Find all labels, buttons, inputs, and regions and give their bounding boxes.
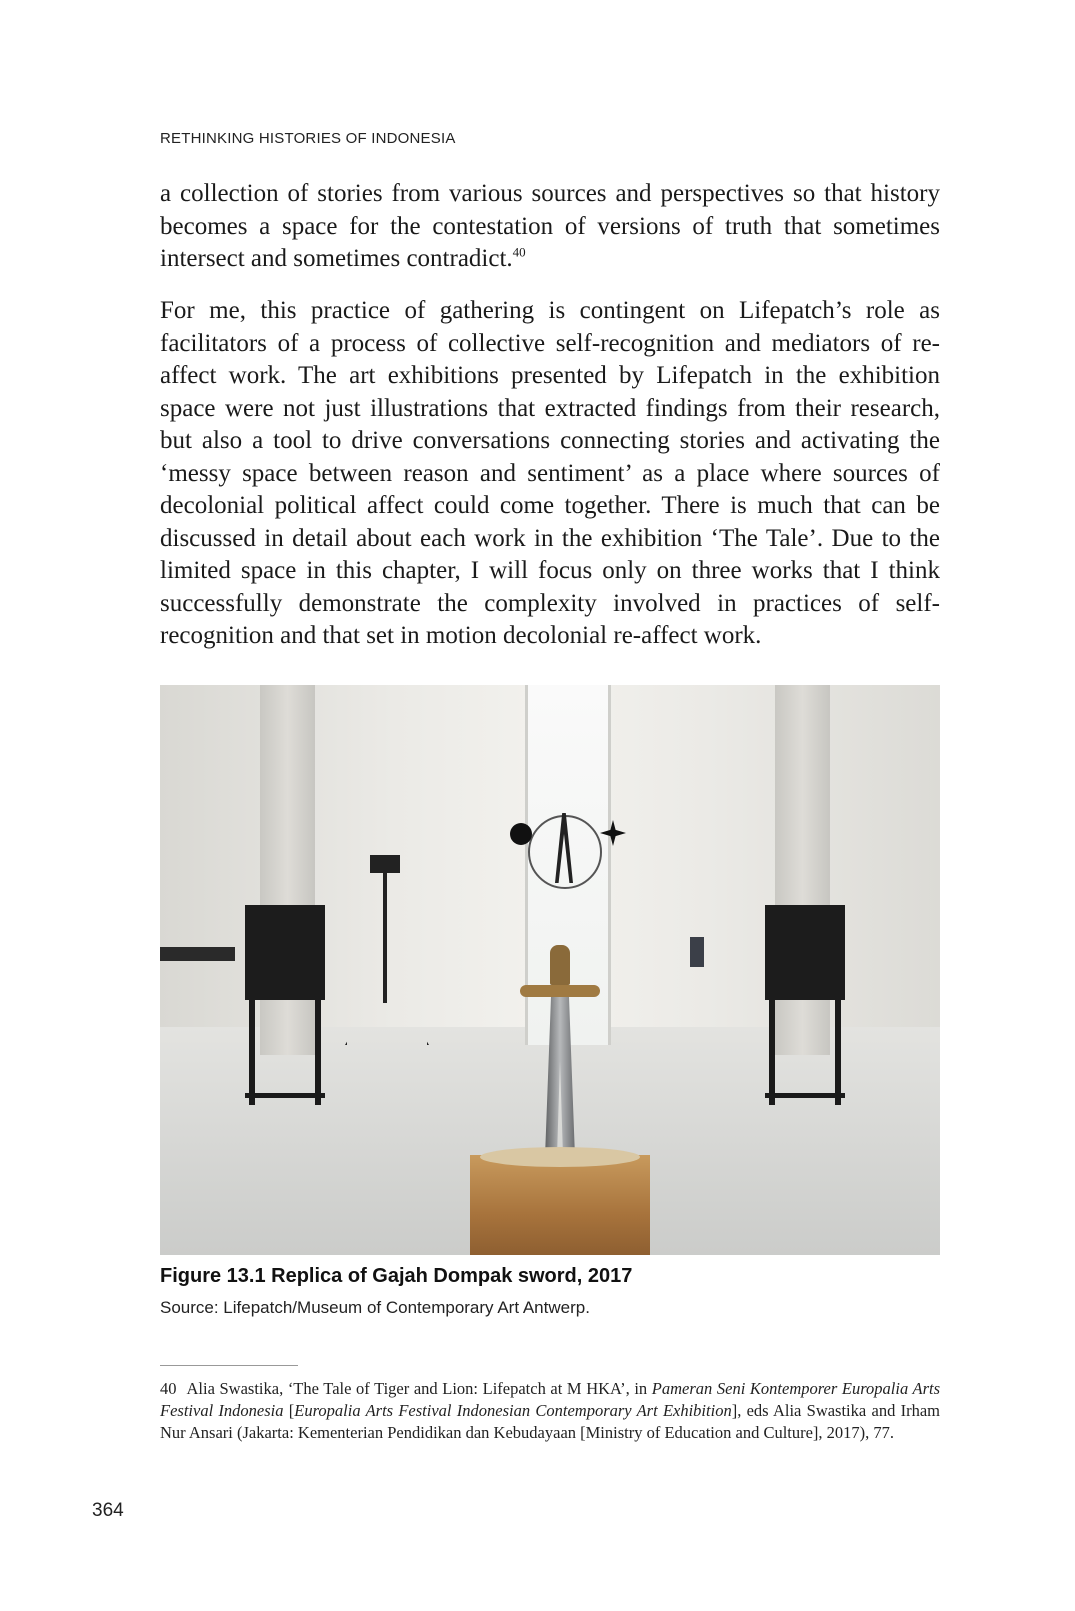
- cabinet-box: [765, 905, 845, 1000]
- camera-tripod: [345, 855, 425, 1055]
- footnote-title-italic: Pameran Seni Kontemporer Europalia Arts Festival Indonesia: [160, 1379, 941, 1420]
- running-head: RETHINKING HISTORIES OF INDONESIA: [160, 130, 456, 147]
- cabinet-leg: [315, 1000, 321, 1105]
- cabinet-leg: [769, 1000, 775, 1105]
- footnote-text: [: [283, 1401, 295, 1420]
- body-paragraph-1: [160, 178, 940, 276]
- page-number: 364: [92, 1500, 124, 1521]
- wall-screen: [690, 937, 704, 967]
- sword-guard: [520, 985, 600, 997]
- pedestal-plate: [480, 1147, 640, 1167]
- footnote-divider: [160, 1365, 298, 1366]
- sword-hilt: [550, 945, 570, 985]
- footnote-reference[interactable]: 40: [512, 244, 526, 260]
- footnote-text: Alia Swastika, ‘The Tale of Tiger and Lion: Lifepatch at M HKA’, in: [186, 1379, 652, 1398]
- cabinet-leg: [835, 1000, 841, 1105]
- cabinet-box: [245, 905, 325, 1000]
- wall-shelf: [160, 947, 235, 961]
- footnote-40: [160, 1378, 940, 1444]
- sword-blade: [545, 997, 575, 1157]
- black-circle-motif: [510, 823, 532, 845]
- cabinet-leg: [249, 1000, 255, 1105]
- footnote-number: 40: [160, 1379, 177, 1398]
- body-paragraph-2: For me, this practice of gathering is contingent on Lifepatch’s role as facilitators of a process of collective self-recognition and mediators of re-affect work. The art exhibitions presented by Lifepatch in the exhibition space were not just illustrations that extracted findings from their research, but also a tool to drive conversations connecting stories and activating the ‘messy space between reason and sentiment’ as a place where sources of decolonial political affect could come together. There is much that can be discussed in detail about each work in the exhibition ‘The Tale’. Due to the limited space in this chapter, I will focus only on three works that I think successfully demonstrate the complexity involved in practices of self-recognition and that set in motion decolonial re-affect work.: [160, 297, 940, 649]
- display-cabinet-right: [765, 905, 845, 1105]
- figure-source: Source: Lifepatch/Museum of Contemporary Art Antwerp.: [160, 1298, 590, 1317]
- tripod-legs: [345, 975, 429, 1045]
- cabinet-bar: [765, 1093, 845, 1098]
- footnote-text: ], eds Alia Swastika and Irham Nur Ansari (Jakarta: Kementerian Pendidikan dan Kebudayaan [Ministry of Education and Culture], 2017), 77.: [160, 1401, 940, 1442]
- display-cabinet-left: [245, 905, 325, 1105]
- paragraph-text: a collection of stories from various sources and perspectives so that history becomes a space for the contestation of versions of truth that sometimes intersect and sometimes contradict.: [160, 180, 940, 272]
- exhibition-photo: [160, 685, 940, 1255]
- wooden-pedestal: [470, 1155, 650, 1255]
- figure-caption: Figure 13.1 Replica of Gajah Dompak sword, 2017: [160, 1265, 633, 1287]
- sword-replica: [520, 945, 600, 1155]
- camera: [370, 855, 400, 873]
- footnote-title-translation: Europalia Arts Festival Indonesian Contemporary Art Exhibition: [294, 1401, 732, 1420]
- cabinet-bar: [245, 1093, 325, 1098]
